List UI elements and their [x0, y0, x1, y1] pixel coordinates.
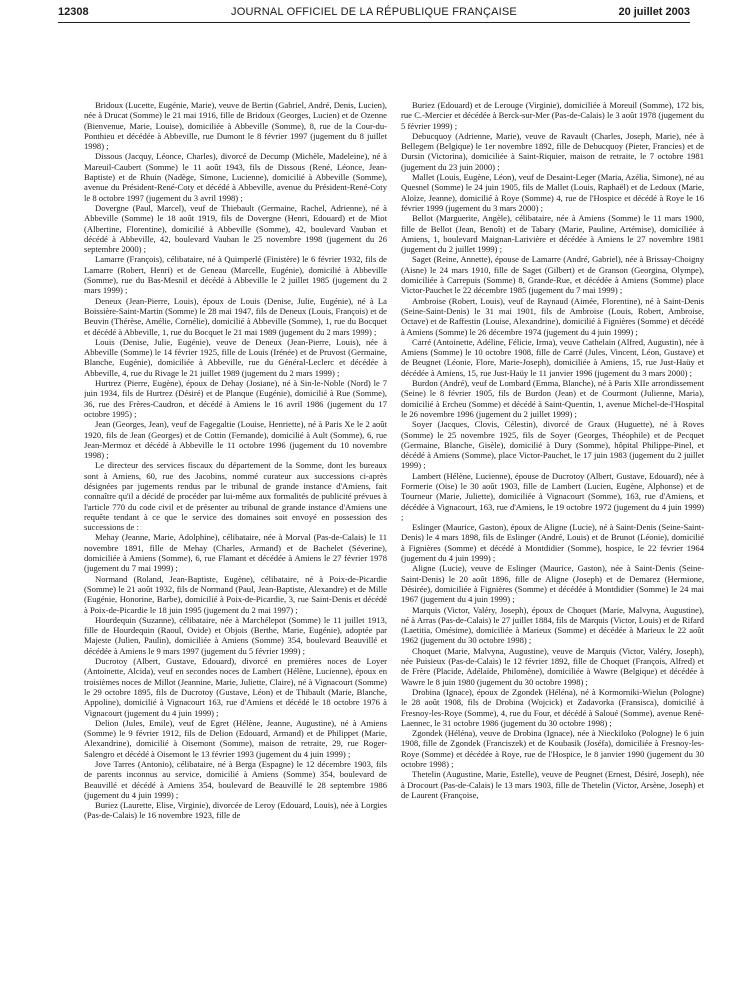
notice-paragraph: Dissous (Jacquy, Léonce, Charles), divorcé de Decump (Michèle, Madeleine), né à Mareuil-Caubert (Somme) le 11 août 1943, fils de Dissous (René, Léonce, Jean-Baptiste) et de Rhuin (Nadège, Simone, Lucienne), domicilié à Abbeville (Somme), avenue du Président-René-Coty et décédé à Abbeville, avenue du Président-René-Coty le 8 octobre 1997 (jugement du 3 avril 1998) ; [84, 151, 387, 203]
notice-paragraph: Choquet (Marie, Malvyna, Augustine), veuve de Marquis (Victor, Valéry, Joseph), née Puisieux (Pas-de-Calais) le 12 février 1892, fille de Choquet (François, Alfred) et de Frère (Placide, Adélaïde, Philomène), domiciliée à Wawre (Belgique) et décédée à Wawre le 8 juin 1980 (jugement du 30 octobre 1998) ; [401, 645, 704, 687]
notice-paragraph: Soyer (Jacques, Clovis, Célestin), divorcé de Graux (Huguette), né à Roves (Somme) le 25 novembre 1925, fils de Soyer (Georges, Théophile) et de Pecquet (Germaine, Blanche, Gisèle), domicilié à Dury (Somme), hôpital Philippe-Pinel, et décédé à Amiens (Somme), place Victor-Pauchet, le 17 juin 1983 (jugement du 2 juillet 1999) ; [401, 419, 704, 471]
page-number: 12308 [58, 6, 89, 18]
notice-paragraph: Mallet (Louis, Eugène, Léon), veuf de Desaint-Leger (Maria, Azélia, Simone), né au Quesnel (Somme) le 24 juin 1905, fils de Mallet (Louis, Raphaël) et de Ledoux (Marie, Aloïze, Jeanne), domicilié à Roye (Somme) 4, rue de l'Hospice et décédé à Roye le 16 février 1999 (jugement du 3 mars 2000) ; [401, 172, 704, 213]
notice-paragraph: Burdon (André), veuf de Lombard (Emma, Blanche), né à Paris XIIe arrondissement (Seine) le 8 février 1905, fils de Burdon (Jean) et de Courmont (Julienne, Maria), domicilié à Ercheu (Somme) et décédé à Saint-Quentin, 1, avenue Michel-de-l'Hospital le 26 novembre 1996 (jugement du 2 juillet 1999) ; [401, 378, 704, 419]
notice-paragraph: Carré (Antoinette, Adéline, Félicie, Irma), veuve Cathelain (Alfred, Augustin), née à Amiens (Somme) le 10 octobre 1908, fille de Carré (Jules, Vincent, Léon, Gustave) et de Beugnet (Léonie, Flore, Marie-Joseph), domiciliée à Amiens, 15, rue Just-Haüy et décédée à Amiens, 15, rue Just-Haüy le 11 janvier 1996 (jugement du 3 mars 2000) ; [401, 336, 704, 378]
notice-paragraph: Le directeur des services fiscaux du département de la Somme, dont les bureaux sont à Amiens, 60, rue des Jacobins, nommé curateur aux successions ci-après désignées par jugements rendus par le tribunal de grande instance d'Amiens, fait connaître qu'il a décidé de procéder par lui-même aux formalités de publicité prévues à l'article 770 du code civil et de présenter au tribunal de grande instance d'Amiens une requête tendant à ce que le service des domaines soit envoyé en possession des successions de : [84, 460, 387, 533]
notice-paragraph: Zgondek (Héléna), veuve de Drobina (Ignace), née à Nieckiloko (Pologne) le 6 juin 1908, fille de Zgondek (Franciszek) et de Koubasik (Joséfa), domiciliée à Fresnoy-les-Roye (Somme) et décédée à Roye, rue de l'Hospice, le 8 janvier 1990 (jugement du 30 octobre 1998) ; [401, 728, 704, 769]
notice-paragraph: Jove Tarres (Antonio), célibataire, né à Berga (Espagne) le 12 décembre 1903, fils de parents inconnus au service, domicilié à Amiens (Somme) 354, boulevard de Beauvillé et décédé à Amiens 354, boulevard de Beauvillé le 28 septembre 1986 (jugement du 4 juin 1999) ; [84, 759, 387, 800]
notice-paragraph: Ducrotoy (Albert, Gustave, Edouard), divorcé en premières noces de Loyer (Antoinette, Alcida), veuf en secondes noces de Lambert (Hélène, Lucienne), époux en troisièmes noces de Millot (Jeannine, Marie, Juliette, Claire), né à Vignacourt (Somme) le 29 octobre 1895, fils de Ducrotoy (Gustave, Léon) et de Thibault (Marie, Blanche, Appoline), domicilié à Vignacourt 163, rue d'Amiens et décédé le 18 octobre 1976 à Vignacourt (jugement du 4 juin 1999) ; [84, 656, 387, 718]
journal-title: JOURNAL OFFICIEL DE LA RÉPUBLIQUE FRANÇAISE [231, 6, 517, 18]
notice-paragraph: Thetelin (Augustine, Marie, Estelle), veuve de Peugnet (Ernest, Désiré, Joseph), née à Drocourt (Pas-de-Calais) le 13 mars 1903, fille de Thetelin (Victor, Arsène, Joseph) et de Laurent (Françoise, [401, 769, 704, 800]
notice-paragraph: Debucquoy (Adrienne, Marie), veuve de Ravault (Charles, Joseph, Marie), née à Bellegem (Belgique) le 1er novembre 1892, fille de Debucquoy (Pieter, Francies) et de Dursin (Victorina), domiciliée à Saint-Riquier, maison de retraite, le 7 octobre 1981 (jugement du 23 juin 2000) ; [401, 130, 704, 172]
notice-paragraph: Delion (Jules, Emile), veuf de Egret (Hélène, Jeanne, Augustine), né à Amiens (Somme) le 9 février 1912, fils de Delion (Edouard, Armand) et de Philippet (Marie, Alexandrine), domicilié à Oisemont (Somme), maison de retraite, 29, rue Roger-Salengro et décédé à Oisemont le 13 février 1993 (jugement du 4 juin 1999) ; [84, 717, 387, 759]
notice-paragraph: Normand (Roland, Jean-Baptiste, Eugène), célibataire, né à Poix-de-Picardie (Somme) le 21 août 1932, fils de Normand (Paul, Jean-Baptiste, Alexandre) et de Mille (Eugénie, Honorine, Barbe), domicilié à Poix-de-Picardie, 3, rue Saint-Denis et décédé à Poix-de-Picardie le 18 juin 1995 (jugement du 2 mai 1997) ; [84, 573, 387, 615]
right-column [401, 100, 704, 985]
header-rule [58, 22, 690, 23]
notice-paragraph: Jean (Georges, Jean), veuf de Fagegaltie (Louise, Henriette), né à Paris Xe le 2 août 1920, fils de Jean (Georges) et de Cottin (Fernande), domicilié à Ault (Somme), 6, rue Jean-Mermoz et décédé à Abbeville le 11 octobre 1996 (jugement du 10 novembre 1998) ; [84, 419, 387, 461]
notice-paragraph: Lambert (Hélène, Lucienne), épouse de Ducrotoy (Albert, Gustave, Edouard), née à Formerie (Oise) le 30 août 1903, fille de Lambert (Lucien, Eugène, Alphonse) et de Tourneur (Marie, Juliette), domiciliée à Vignacourt (Somme), 163, rue d'Amiens, et décédée à Vignacourt, 163, rue d'Amiens, le 19 octobre 1972 (jugement du 4 juin 1999) ; [401, 470, 704, 522]
text-columns [84, 100, 704, 985]
notice-paragraph: Bridoux (Lucette, Eugénie, Marie), veuve de Bertin (Gabriel, André, Denis, Lucien), née à Drucat (Somme) le 21 mai 1916, fille de Bridoux (Georges, Lucien) et de Ozenne (Bienvenue, Marie, Louise), domiciliée à Abbeville (Somme), 8, rue de la Cour-du-Ponthieu et décédée à Abbeville, rue Dumont le 8 février 1997 (jugement du 8 juillet 1998) ; [84, 100, 387, 152]
notice-paragraph: Ambroise (Robert, Louis), veuf de Raynaud (Aimée, Florentine), né à Saint-Denis (Seine-Saint-Denis) le 31 mai 1901, fils de Ambroise (Louis, Robert, Ambroise, Octave) et de Raffestin (Louise, Alexandrine), domicilié à Fignières (Somme) et décédé à Amiens (Somme) le 26 décembre 1974 (jugement du 4 juin 1999) ; [401, 295, 704, 337]
notice-paragraph: Deneux (Jean-Pierre, Louis), époux de Louis (Denise, Julie, Eugénie), né à La Boissière-Saint-Martin (Somme) le 28 mai 1947, fils de Deneux (Louis, François) et de Beuvin (Thérèse, Amélie, Cornélie), domicilié à Abbeville (Somme), 1, rue du Bocquet et décédé à Abbeville, 1, rue du Bocquet le 21 mai 1989 (jugement du 2 mars 1999) ; [84, 295, 387, 337]
page-header [58, 6, 690, 22]
notice-paragraph: Eslinger (Maurice, Gaston), époux de Aligne (Lucie), né à Saint-Denis (Seine-Saint-Denis) le 4 mars 1898, fils de Eslinger (André, Louis) et de Brunot (Léonie), domicilié à Fignières (Somme) et décédé à Montdidier (Somme), hospice, le 22 février 1964 (jugement du 4 juin 1999) ; [401, 522, 704, 564]
notice-paragraph: Marquis (Victor, Valéry, Joseph), époux de Choquet (Marie, Malvyna, Augustine), né à Arras (Pas-de-Calais) le 27 juillet 1884, fils de Marquis (Victor, Louis) et de Rifard (Laetitia, Omésime), domiciliée à Marieux (Somme) et décédée à Marieux le 22 août 1962 (jugement du 30 octobre 1998) ; [401, 604, 704, 646]
notice-paragraph: Buriez (Laurette, Elise, Virginie), divorcée de Leroy (Edouard, Louis), née à Lorgies (Pas-de-Calais) le 16 novembre 1923, fille de [84, 800, 387, 821]
notice-paragraph: Hourdequin (Suzanne), célibataire, née à Marchélepot (Somme) le 11 juillet 1913, fille de Hourdequin (Raoul, Ovide) et Objois (Berthe, Marie, Eugénie), adoptée par Majeste (Julien, Paulin), domiciliée à Amiens (Somme) 354, boulevard Beauvillé et décédée à Amiens le 9 mars 1997 (jugement du 5 février 1999) ; [84, 614, 387, 656]
notice-paragraph: Mehay (Jeanne, Marie, Adolphine), célibataire, née à Morval (Pas-de-Calais) le 11 novembre 1891, fille de Mehay (Charles, Armand) et de Bachelet (Séverine), domiciliée à Amiens (Somme), 6, rue Flamant et décédée à Amiens le 27 février 1978 (jugement du 7 mai 1999) ; [84, 532, 387, 574]
notice-paragraph: Hurtrez (Pierre, Eugène), époux de Dehay (Josiane), né à Sin-le-Noble (Nord) le 7 juin 1934, fils de Hurtrez (Désiré) et de Planque (Eugénie), domicilié à Rue (Somme), 36, rue des Frères-Caudron, et décédé à Amiens le 16 avril 1986 (jugement du 17 octobre 1995) ; [84, 378, 387, 419]
notice-paragraph: Louis (Denise, Julie, Eugénie), veuve de Deneux (Jean-Pierre, Louis), née à Abbeville (Somme) le 14 février 1925, fille de Louis (Irénée) et de Pruvost (Germaine, Blanche, Eugénie), domiciliée à Abbeville, rue du Général-Leclerc et décédée à Abbeville, 4, rue du Rivage le 21 juillet 1989 (jugement du 2 mars 1999) ; [84, 336, 387, 378]
notice-paragraph: Dovergne (Paul, Marcel), veuf de Thiebault (Germaine, Rachel, Adrienne), né à Abbeville (Somme) le 18 août 1919, fils de Dovergne (Henri, Edouard) et de Miot (Albertine, Florentine), domicilié à Abbeville (Somme), 42, boulevard Vauban et décédé à Abbeville, 42, boulevard Vauban le 25 novembre 1998 (jugement du 26 septembre 2000) ; [84, 202, 387, 255]
notice-paragraph: Saget (Reine, Annette), épouse de Lamarre (André, Gabriel), née à Brissay-Choigny (Aisne) le 24 mars 1910, fille de Saget (Gilbert) et de Granson (Georgina, Olympe), domiciliée à Carrepuis (Somme) 8, Grande-Rue, et décédée à Amiens (Somme) place Victor-Pauchet le 22 décembre 1985 (jugement du 7 mai 1999) ; [401, 254, 704, 296]
publication-date: 20 juillet 2003 [618, 6, 690, 18]
notice-paragraph: Lamarre (François), célibataire, né à Quimperlé (Finistère) le 6 février 1932, fils de Lamarre (Robert, Henri) et de Geneau (Marcelle, Eugénie), domicilié à Abbeville (Somme), rue du Bas-Mesnil et décédé à Abbeville le 2 juillet 1985 (jugement du 2 mars 1999) ; [84, 254, 387, 296]
notice-paragraph: Bellot (Marguerite, Angèle), célibataire, née à Amiens (Somme) le 11 mars 1900, fille de Bellot (Jean, Benoît) et de Tabary (Marie, Pauline, Artémise), domiciliée à Amiens, 1, boulevard Maignan-Larivière et décédée à Amiens le 27 novembre 1981 (jugement du 2 juillet 1999) ; [401, 213, 704, 255]
notice-paragraph: Aligne (Lucie), veuve de Eslinger (Maurice, Gaston), née à Saint-Denis (Seine-Saint-Denis) le 20 août 1896, fille de Aligne (Joseph) et de Demarez (Hermione, Désirée), domiciliée à Fignières (Somme) et décédée à Montdidier (Somme) le 24 mai 1967 (jugement du 4 juin 1999) ; [401, 563, 704, 605]
notice-paragraph: Buriez (Edouard) et de Lerouge (Virginie), domiciliée à Moreuil (Somme), 172 bis, rue C.-Mercier et décédée à Berck-sur-Mer (Pas-de-Calais) le 3 août 1978 (jugement du 5 février 1999) ; [401, 100, 704, 131]
notice-paragraph: Drobina (Ignace), époux de Zgondek (Héléna), né à Kormorniki-Wielun (Pologne) le 28 août 1908, fils de Drobina (Wojcick) et Zadavorka (Fransisca), domicilié à Fresnoy-les-Roye (Somme), 4, rue du Four, et décédé à Saloué (Somme), avenue René-Laennec, le 31 octobre 1986 (jugement du 30 octobre 1998) ; [401, 686, 704, 728]
left-column [84, 100, 387, 985]
